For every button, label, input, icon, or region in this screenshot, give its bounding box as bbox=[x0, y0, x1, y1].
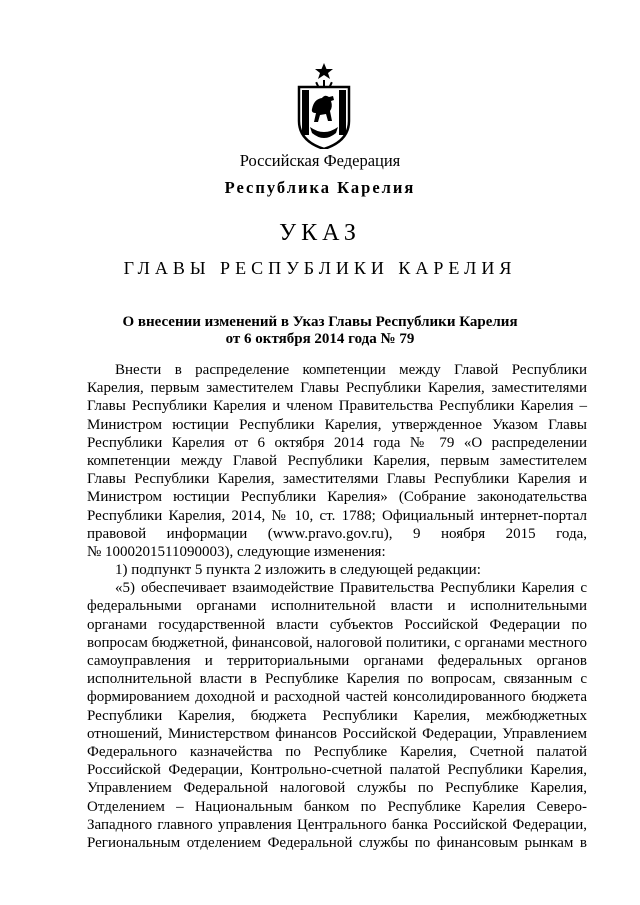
body-line: Внести в распределение компетенции между Главой Республики bbox=[115, 362, 587, 378]
body-line: Федерального казначейства по Республике Карелия, Счетной палатой bbox=[87, 743, 587, 760]
body-line: федеральными органами исполнительной власти и исполнительными bbox=[87, 598, 587, 615]
body-line: Российской Федерации, Контрольно-счетной палатой Республики Карелия, bbox=[87, 762, 587, 779]
body-line: Управлением Федеральной налоговой службы по Республике Карелия, bbox=[87, 780, 587, 797]
document-type: УКАЗ bbox=[279, 220, 361, 246]
body-line: отношений, Министерством финансов Российской Федерации, Управлением bbox=[87, 725, 587, 742]
body-line: Западного главного управления Центрального банка Российской Федерации, bbox=[87, 816, 587, 833]
body-line: формированием доходной и расходной частей консолидированного бюджета bbox=[87, 689, 587, 706]
body-line: компетенции между Главой Республики Карелия, первым заместителем bbox=[87, 452, 587, 469]
body-line: Республики Карелия, 2014, № 10, ст. 1788; Официальный интернет-портал bbox=[87, 507, 587, 524]
body-line: Республики Карелия, бюджета Республики Карелия, межбюджетных bbox=[87, 707, 587, 724]
karelia-coat-of-arms-icon bbox=[296, 63, 352, 149]
body-line: органами государственной власти субъектов Российской Федерации по bbox=[87, 616, 587, 633]
republic-name: Республика Карелия bbox=[224, 178, 416, 197]
body-line: исполнительной власти в Республике Карелия по вопросам, связанным с bbox=[87, 671, 587, 688]
body-line: самоуправления и территориальными органами федеральных органов bbox=[87, 653, 587, 669]
body-line: Карелия, первым заместителем Главы Республики Карелия, заместителями bbox=[87, 380, 587, 397]
body-text bbox=[87, 361, 587, 852]
body-line: Министром юстиции Республики Карелия» (Собрание законодательства bbox=[87, 489, 587, 506]
body-line: Министром юстиции Республики Карелия, утвержденное Указом Главы bbox=[87, 416, 587, 433]
body-line: вопросам бюджетной, финансовой, налоговой политики, с органами местного bbox=[87, 634, 587, 651]
body-line: 1) подпункт 5 пункта 2 изложить в следующей редакции: bbox=[115, 562, 481, 579]
body-line: Главы Республики Карелия и членом Правительства Республики Карелия – bbox=[87, 398, 587, 415]
body-line: Главы Республики Карелия, заместителями Главы Республики Карелия и bbox=[87, 471, 587, 488]
body-line: правовой информации (www.pravo.gov.ru), 9 ноября 2015 года, bbox=[87, 525, 587, 542]
issuer-title: ГЛАВЫ РЕСПУБЛИКИ КАРЕЛИЯ bbox=[123, 258, 517, 278]
body-line: Республики Карелия от 6 октября 2014 года № 79 «О распределении bbox=[87, 434, 587, 451]
heading-line-2: от 6 октября 2014 года № 79 bbox=[225, 331, 415, 347]
body-line: «5) обеспечивает взаимодействие Правительства Республики Карелия с bbox=[115, 580, 587, 597]
body-line: Отделением – Национальным банком по Республике Карелия Северо- bbox=[87, 798, 587, 815]
heading-line-1: О внесении изменений в Указ Главы Республики Карелия bbox=[122, 314, 518, 330]
country-name: Российская Федерация bbox=[239, 151, 401, 170]
body-line: Региональным отделением Федеральной службы по финансовым рынкам в bbox=[87, 834, 587, 851]
body-line: № 1000201511090003), следующие изменения: bbox=[87, 543, 386, 560]
